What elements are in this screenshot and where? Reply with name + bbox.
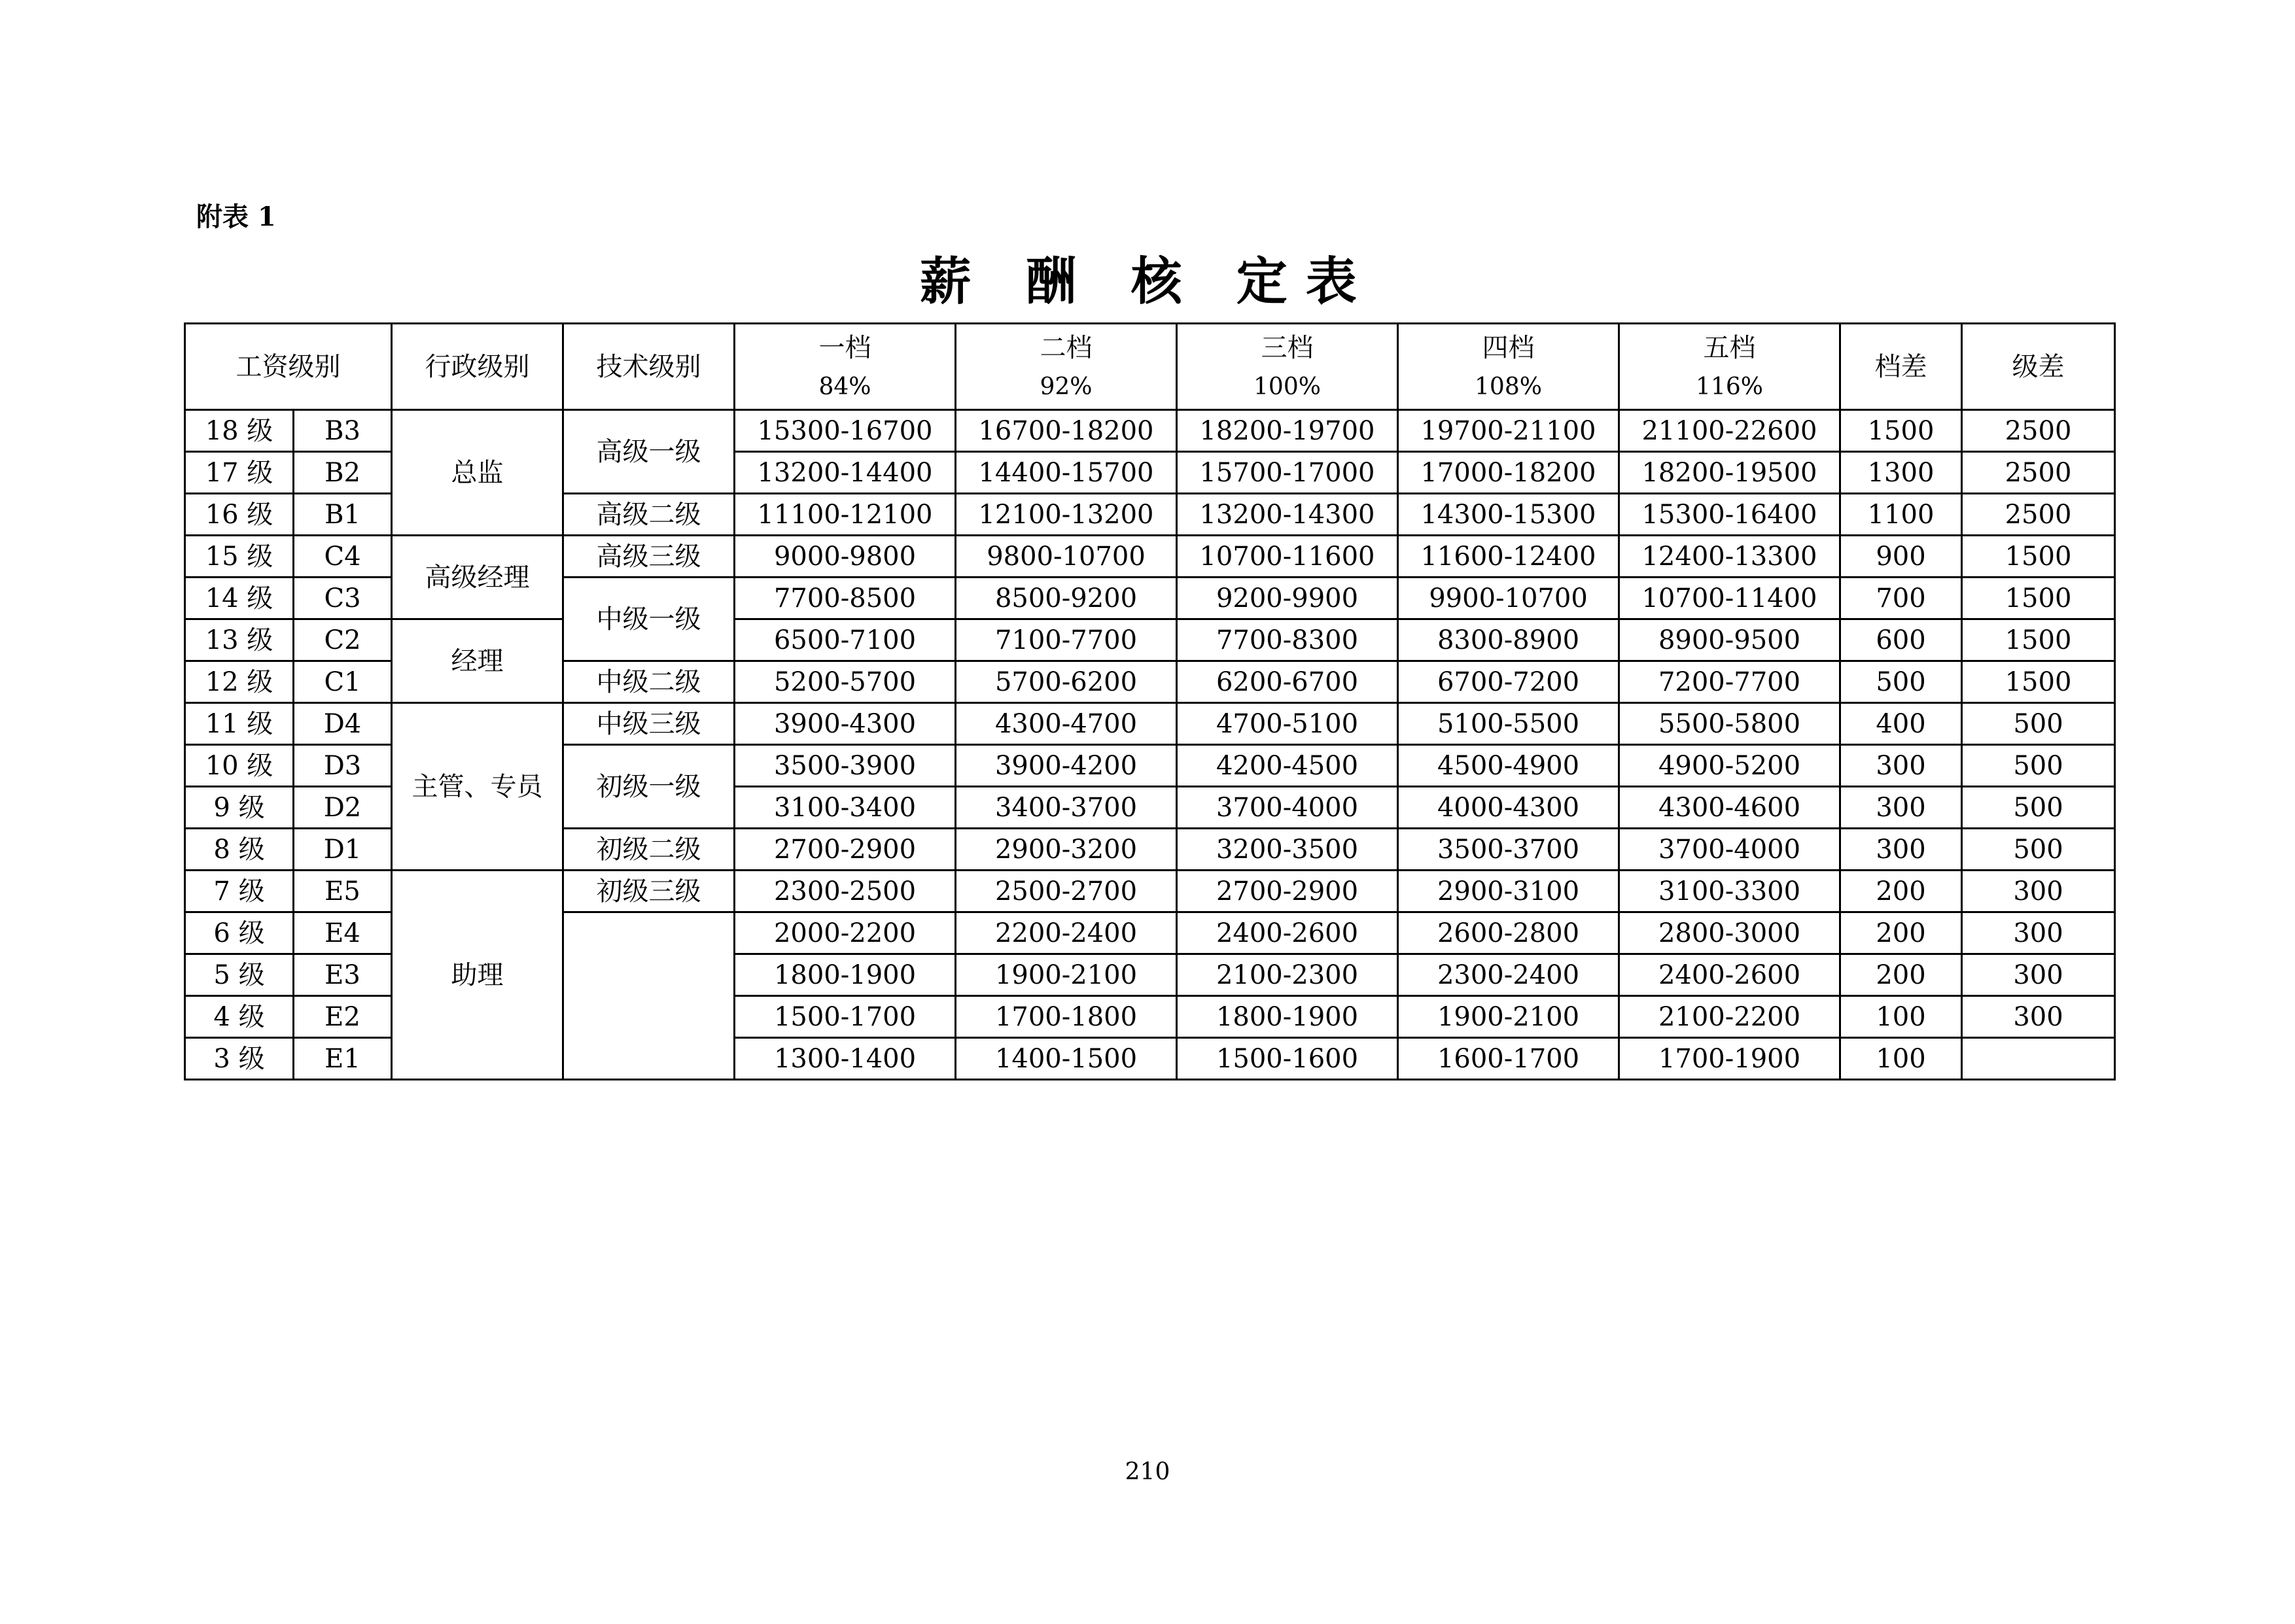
grade-diff-cell: 500 <box>1962 703 2115 745</box>
tech-level-cell: 高级三级 <box>563 536 735 578</box>
tier-percent: 92% <box>1040 373 1093 400</box>
tier-cell: 15300-16400 <box>1619 494 1840 536</box>
table-row <box>185 536 2115 578</box>
tier-diff-cell: 200 <box>1840 954 1962 996</box>
tier-cell: 5100-5500 <box>1398 703 1619 745</box>
header-salary-grade: 工资级别 <box>185 324 392 410</box>
tier-cell: 8300-8900 <box>1398 619 1619 661</box>
tier-cell: 11100-12100 <box>735 494 956 536</box>
tier-cell: 9800-10700 <box>956 536 1177 578</box>
code-cell: D4 <box>294 703 392 745</box>
tier-cell: 2200-2400 <box>956 912 1177 954</box>
tier-cell: 13200-14400 <box>735 452 956 494</box>
tech-level-cell: 中级一级 <box>563 578 735 661</box>
code-cell: C3 <box>294 578 392 619</box>
header-grade-diff: 级差 <box>1962 324 2115 410</box>
tier-cell: 3500-3700 <box>1398 829 1619 871</box>
tier-cell: 6700-7200 <box>1398 661 1619 703</box>
code-cell: D3 <box>294 745 392 787</box>
tier-cell: 3500-3900 <box>735 745 956 787</box>
tier-diff-cell: 100 <box>1840 996 1962 1038</box>
tech-level-cell: 中级三级 <box>563 703 735 745</box>
tier-cell: 1800-1900 <box>1177 996 1398 1038</box>
tier-cell: 4500-4900 <box>1398 745 1619 787</box>
tier-cell: 13200-14300 <box>1177 494 1398 536</box>
tier-cell: 7200-7700 <box>1619 661 1840 703</box>
tech-level-cell: 中级二级 <box>563 661 735 703</box>
tier-cell: 4900-5200 <box>1619 745 1840 787</box>
grade-cell: 8 级 <box>185 829 294 871</box>
tier-diff-cell: 1300 <box>1840 452 1962 494</box>
tier-cell: 14300-15300 <box>1398 494 1619 536</box>
tier-cell: 7100-7700 <box>956 619 1177 661</box>
tier-diff-cell: 100 <box>1840 1038 1962 1080</box>
tier-diff-cell: 200 <box>1840 871 1962 912</box>
table-row <box>185 410 2115 452</box>
tier-percent: 116% <box>1696 373 1763 400</box>
tier-cell: 1900-2100 <box>956 954 1177 996</box>
code-cell: D1 <box>294 829 392 871</box>
tier-cell: 1300-1400 <box>735 1038 956 1080</box>
tier-diff-cell: 1500 <box>1840 410 1962 452</box>
tier-diff-cell: 300 <box>1840 829 1962 871</box>
grade-cell: 14 级 <box>185 578 294 619</box>
grade-cell: 5 级 <box>185 954 294 996</box>
code-cell: E3 <box>294 954 392 996</box>
tier-cell: 15300-16700 <box>735 410 956 452</box>
tier-cell: 3900-4200 <box>956 745 1177 787</box>
grade-diff-cell: 300 <box>1962 912 2115 954</box>
tier-cell: 12400-13300 <box>1619 536 1840 578</box>
tier-cell: 2100-2300 <box>1177 954 1398 996</box>
tech-level-cell: 初级三级 <box>563 871 735 912</box>
table-header-row <box>185 324 2115 410</box>
grade-diff-cell <box>1962 1038 2115 1080</box>
grade-diff-cell: 2500 <box>1962 494 2115 536</box>
tech-level-cell: 初级一级 <box>563 745 735 829</box>
tier-cell: 15700-17000 <box>1177 452 1398 494</box>
tier-cell: 1600-1700 <box>1398 1038 1619 1080</box>
salary-table <box>184 322 2116 1080</box>
code-cell: E4 <box>294 912 392 954</box>
tier-cell: 3100-3300 <box>1619 871 1840 912</box>
tier-cell: 14400-15700 <box>956 452 1177 494</box>
grade-diff-cell: 2500 <box>1962 452 2115 494</box>
page-number: 210 <box>1125 1459 1170 1485</box>
tier-cell: 16700-18200 <box>956 410 1177 452</box>
table-row <box>185 703 2115 745</box>
admin-level-cell: 主管、专员 <box>392 703 563 871</box>
tier-diff-cell: 1100 <box>1840 494 1962 536</box>
tier-cell: 2300-2400 <box>1398 954 1619 996</box>
tier-cell: 9200-9900 <box>1177 578 1398 619</box>
tier-diff-cell: 300 <box>1840 787 1962 829</box>
header-admin-level: 行政级别 <box>392 324 563 410</box>
grade-cell: 15 级 <box>185 536 294 578</box>
tier-diff-cell: 200 <box>1840 912 1962 954</box>
tier-name: 三档 <box>1261 332 1314 363</box>
tier-cell: 2800-3000 <box>1619 912 1840 954</box>
tier-cell: 4700-5100 <box>1177 703 1398 745</box>
tier-name: 一档 <box>818 332 871 363</box>
grade-cell: 9 级 <box>185 787 294 829</box>
tier-diff-cell: 700 <box>1840 578 1962 619</box>
grade-diff-cell: 1500 <box>1962 661 2115 703</box>
grade-cell: 12 级 <box>185 661 294 703</box>
code-cell: E5 <box>294 871 392 912</box>
tech-level-cell <box>563 912 735 1080</box>
tier-cell: 6200-6700 <box>1177 661 1398 703</box>
tier-cell: 8500-9200 <box>956 578 1177 619</box>
grade-cell: 10 级 <box>185 745 294 787</box>
tier-cell: 9000-9800 <box>735 536 956 578</box>
tier-cell: 18200-19500 <box>1619 452 1840 494</box>
grade-cell: 3 级 <box>185 1038 294 1080</box>
tier-cell: 2300-2500 <box>735 871 956 912</box>
grade-cell: 7 级 <box>185 871 294 912</box>
page-title: 薪 酬 核 定表 <box>920 252 1375 311</box>
tier-percent: 108% <box>1475 373 1542 400</box>
grade-diff-cell: 500 <box>1962 787 2115 829</box>
tier-cell: 5500-5800 <box>1619 703 1840 745</box>
tier-diff-cell: 300 <box>1840 745 1962 787</box>
tier-diff-cell: 400 <box>1840 703 1962 745</box>
tier-cell: 11600-12400 <box>1398 536 1619 578</box>
tier-cell: 2900-3100 <box>1398 871 1619 912</box>
tier-cell: 3400-3700 <box>956 787 1177 829</box>
code-cell: D2 <box>294 787 392 829</box>
tier-cell: 2900-3200 <box>956 829 1177 871</box>
code-cell: B3 <box>294 410 392 452</box>
grade-cell: 18 级 <box>185 410 294 452</box>
tier-cell: 2400-2600 <box>1619 954 1840 996</box>
tier-cell: 1900-2100 <box>1398 996 1619 1038</box>
code-cell: E2 <box>294 996 392 1038</box>
tier-cell: 1700-1800 <box>956 996 1177 1038</box>
tier-cell: 2700-2900 <box>735 829 956 871</box>
tier-cell: 2600-2800 <box>1398 912 1619 954</box>
tier-cell: 2000-2200 <box>735 912 956 954</box>
grade-diff-cell: 1500 <box>1962 536 2115 578</box>
tier-cell: 6500-7100 <box>735 619 956 661</box>
tier-name: 四档 <box>1482 332 1535 363</box>
tier-cell: 21100-22600 <box>1619 410 1840 452</box>
tier-cell: 3900-4300 <box>735 703 956 745</box>
grade-diff-cell: 300 <box>1962 954 2115 996</box>
tier-cell: 4300-4700 <box>956 703 1177 745</box>
tier-cell: 9900-10700 <box>1398 578 1619 619</box>
grade-cell: 11 级 <box>185 703 294 745</box>
tier-cell: 12100-13200 <box>956 494 1177 536</box>
grade-cell: 6 级 <box>185 912 294 954</box>
header-tech-level: 技术级别 <box>563 324 735 410</box>
admin-level-cell: 高级经理 <box>392 536 563 619</box>
tier-cell: 4200-4500 <box>1177 745 1398 787</box>
tier-cell: 18200-19700 <box>1177 410 1398 452</box>
tier-cell: 4000-4300 <box>1398 787 1619 829</box>
grade-diff-cell: 1500 <box>1962 578 2115 619</box>
header-tier-1 <box>735 324 956 410</box>
tier-cell: 1800-1900 <box>735 954 956 996</box>
header-tier-4 <box>1398 324 1619 410</box>
grade-cell: 13 级 <box>185 619 294 661</box>
header-tier-2 <box>956 324 1177 410</box>
tier-cell: 3200-3500 <box>1177 829 1398 871</box>
tier-cell: 1400-1500 <box>956 1038 1177 1080</box>
tech-level-cell: 初级二级 <box>563 829 735 871</box>
tier-cell: 3700-4000 <box>1177 787 1398 829</box>
tier-diff-cell: 500 <box>1840 661 1962 703</box>
header-tier-5 <box>1619 324 1840 410</box>
code-cell: C4 <box>294 536 392 578</box>
grade-diff-cell: 500 <box>1962 829 2115 871</box>
tier-cell: 10700-11600 <box>1177 536 1398 578</box>
code-cell: B2 <box>294 452 392 494</box>
table-row <box>185 871 2115 912</box>
tier-cell: 5200-5700 <box>735 661 956 703</box>
tier-cell: 3700-4000 <box>1619 829 1840 871</box>
tier-cell: 2400-2600 <box>1177 912 1398 954</box>
tier-cell: 8900-9500 <box>1619 619 1840 661</box>
grade-cell: 16 级 <box>185 494 294 536</box>
tier-name: 五档 <box>1703 332 1756 363</box>
tier-cell: 3100-3400 <box>735 787 956 829</box>
admin-level-cell: 助理 <box>392 871 563 1080</box>
tier-cell: 1500-1600 <box>1177 1038 1398 1080</box>
tier-diff-cell: 900 <box>1840 536 1962 578</box>
code-cell: C1 <box>294 661 392 703</box>
tier-cell: 1500-1700 <box>735 996 956 1038</box>
grade-diff-cell: 2500 <box>1962 410 2115 452</box>
tier-cell: 7700-8500 <box>735 578 956 619</box>
tier-cell: 1700-1900 <box>1619 1038 1840 1080</box>
grade-diff-cell: 1500 <box>1962 619 2115 661</box>
code-cell: E1 <box>294 1038 392 1080</box>
tier-cell: 2500-2700 <box>956 871 1177 912</box>
tier-cell: 2700-2900 <box>1177 871 1398 912</box>
code-cell: C2 <box>294 619 392 661</box>
grade-diff-cell: 500 <box>1962 745 2115 787</box>
tier-percent: 84% <box>818 373 871 400</box>
tier-cell: 2100-2200 <box>1619 996 1840 1038</box>
grade-cell: 17 级 <box>185 452 294 494</box>
tier-cell: 17000-18200 <box>1398 452 1619 494</box>
tier-name: 二档 <box>1040 332 1093 363</box>
tier-diff-cell: 600 <box>1840 619 1962 661</box>
tech-level-cell: 高级二级 <box>563 494 735 536</box>
admin-level-cell: 总监 <box>392 410 563 536</box>
tier-percent: 100% <box>1253 373 1321 400</box>
tier-cell: 5700-6200 <box>956 661 1177 703</box>
code-cell: B1 <box>294 494 392 536</box>
tier-cell: 4300-4600 <box>1619 787 1840 829</box>
grade-diff-cell: 300 <box>1962 996 2115 1038</box>
tech-level-cell: 高级一级 <box>563 410 735 494</box>
grade-diff-cell: 300 <box>1962 871 2115 912</box>
tier-cell: 7700-8300 <box>1177 619 1398 661</box>
table-row <box>185 619 2115 661</box>
admin-level-cell: 经理 <box>392 619 563 703</box>
tier-cell: 19700-21100 <box>1398 410 1619 452</box>
header-tier-3 <box>1177 324 1398 410</box>
appendix-label: 附表 1 <box>196 201 276 232</box>
tier-cell: 10700-11400 <box>1619 578 1840 619</box>
header-tier-diff: 档差 <box>1840 324 1962 410</box>
grade-cell: 4 级 <box>185 996 294 1038</box>
